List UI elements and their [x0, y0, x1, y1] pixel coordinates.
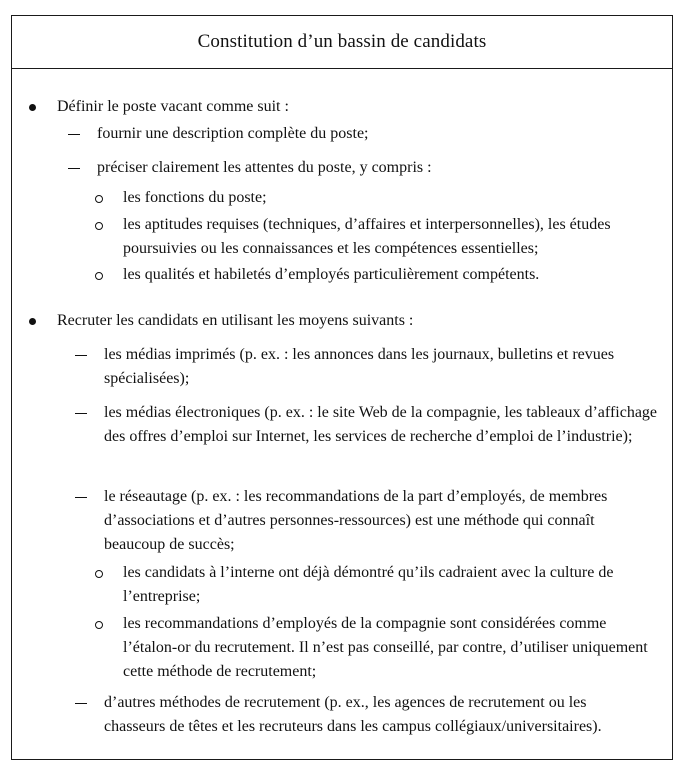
dash-item [68, 122, 658, 146]
circle-bullet-icon [95, 621, 103, 629]
sub-item [95, 612, 660, 684]
dash-icon [68, 168, 80, 169]
dash-text: les médias imprimés (p. ex. : les annonces dans les journaux, bulletins et revues spécialisées); [104, 346, 615, 387]
circle-bullet-icon [95, 570, 103, 578]
sub-item [95, 561, 660, 609]
bullet-icon [29, 318, 36, 325]
circle-bullet-icon [95, 272, 103, 280]
box-title: Constitution d’un bassin de candidats [197, 31, 487, 52]
bullet-text: Recruter les candidats en utilisant les moyens suivants : [57, 312, 414, 329]
sub-text: les candidats à l’interne ont déjà démontré qu’ils cadraient avec la culture de l’entreprise; [123, 564, 614, 605]
dash-item [75, 485, 659, 557]
bullet-item-recruit-candidates [29, 309, 659, 333]
bullet-icon [29, 104, 36, 111]
dash-icon [75, 497, 87, 498]
dash-text: les médias électroniques (p. ex. : le site Web de la compagnie, les tableaux d’affichage des offres d’emploi sur Internet, les services de recherche d’emploi de l’industrie); [104, 404, 658, 445]
sub-text: les qualités et habiletés d’employés particulièrement compétents. [123, 266, 540, 283]
dash-text: d’autres méthodes de recrutement (p. ex., les agences de recrutement ou les chasseurs de têtes et les recruteurs dans les campus collégiaux/universitaires). [104, 694, 602, 735]
dash-text: préciser clairement les attentes du poste, y compris : [97, 159, 432, 176]
dash-icon [75, 703, 87, 704]
sub-text: les aptitudes requises (techniques, d’affaires et interpersonnelles), les études poursuivies ou les connaissances et les compétences essentielles; [123, 216, 611, 257]
content-box [11, 15, 673, 760]
dash-icon [75, 413, 87, 414]
dash-text: le réseautage (p. ex. : les recommandations de la part d’employés, de membres d’associations et d’autres personnes-ressources) est une méthode qui connaît beaucoup de succès; [104, 488, 608, 553]
dash-item [75, 343, 659, 391]
sub-item [95, 263, 655, 287]
dash-text: fournir une description complète du poste; [97, 125, 369, 142]
bullet-text: Définir le poste vacant comme suit : [57, 98, 289, 115]
dash-icon [68, 134, 80, 135]
dash-icon [75, 355, 87, 356]
dash-item [75, 401, 659, 449]
sub-item [95, 186, 655, 210]
circle-bullet-icon [95, 222, 103, 230]
sub-text: les recommandations d’employés de la compagnie sont considérées comme l’étalon-or du recrutement. Il n’est pas conseillé, par contre, d’utiliser uniquement cette méthode de recrutement; [123, 615, 648, 680]
sub-text: les fonctions du poste; [123, 189, 267, 206]
sub-item [95, 213, 655, 261]
circle-bullet-icon [95, 195, 103, 203]
title-row [12, 16, 672, 69]
bullet-item-define-position [29, 95, 659, 119]
dash-item [75, 691, 659, 739]
dash-item [68, 156, 658, 180]
